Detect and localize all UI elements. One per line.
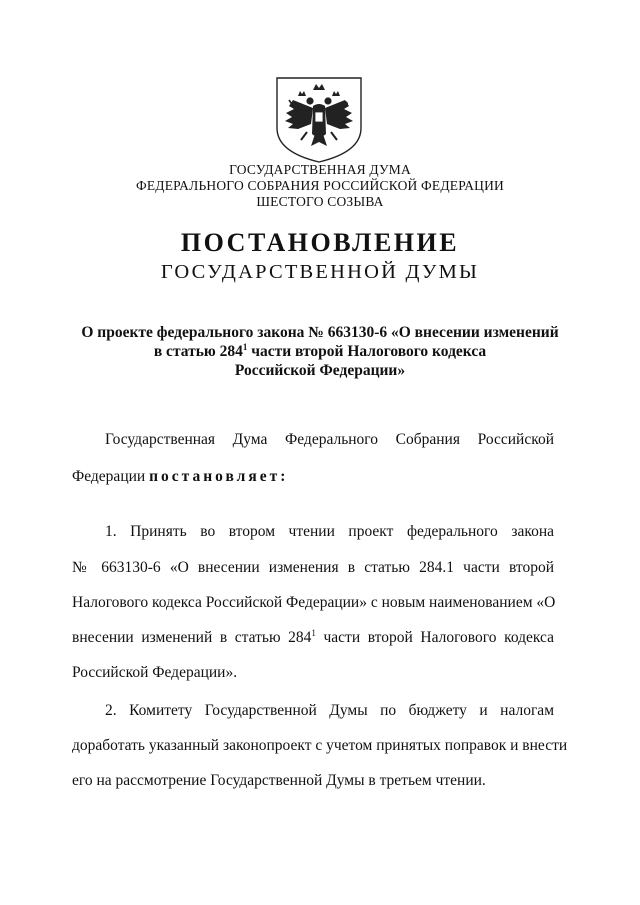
coat-of-arms-icon xyxy=(273,76,365,164)
item2-line-1: 2. Комитету Государственной Думы по бюджету и налогам xyxy=(105,702,554,719)
item1-line-4-after: части второй Налогового кодекса xyxy=(315,629,554,646)
item2-line-2: доработать указанный законопроект с учетом принятых поправок и внести xyxy=(72,737,568,754)
item2-line-3: его на рассмотрение Государственной Думы в третьем чтении. xyxy=(72,772,486,789)
header-line-3: ШЕСТОГО СОЗЫВА xyxy=(256,194,384,209)
item1-line-3: Налогового кодекса Российской Федерации» с новым наименованием «О xyxy=(72,594,556,611)
item1-line-4-before: внесении изменений в статью 284 xyxy=(72,629,312,646)
item1-line-1: 1. Принять во втором чтении проект федерального закона xyxy=(105,523,554,540)
subject-line-2 xyxy=(0,343,640,361)
subject-line-2-after: части второй Налогового кодекса xyxy=(247,343,487,360)
subject-line-1: О проекте федерального закона № 663130-6 «О внесении изменений xyxy=(81,324,559,341)
header-line-2: ФЕДЕРАЛЬНОГО СОБРАНИЯ РОССИЙСКОЙ ФЕДЕРАЦИИ xyxy=(136,178,504,193)
document-title: ПОСТАНОВЛЕНИЕ xyxy=(180,228,460,257)
item1-line-4-sup: 1 xyxy=(311,628,316,638)
decree-word: постановляет: xyxy=(149,468,289,485)
subject-line-2-before: в статью 284 xyxy=(153,343,243,360)
subject-line-2-sup: 1 xyxy=(242,342,248,352)
item1-line-2: № 663130-6 «О внесении изменения в статью 284.1 части второй xyxy=(72,559,554,576)
document-subtitle: ГОСУДАРСТВЕННОЙ ДУМЫ xyxy=(160,261,480,283)
preamble-line-2 xyxy=(72,468,554,486)
item1-line-5: Российской Федерации». xyxy=(72,664,238,681)
subject-line-3: Российской Федерации» xyxy=(234,362,406,379)
preamble-line-2-start: Федерации xyxy=(72,468,150,485)
item1-line-4 xyxy=(72,629,554,647)
preamble-line-1: Государственная Дума Федерального Собрания Российской xyxy=(105,431,554,448)
header-line-1: ГОСУДАРСТВЕННАЯ ДУМА xyxy=(229,162,411,177)
